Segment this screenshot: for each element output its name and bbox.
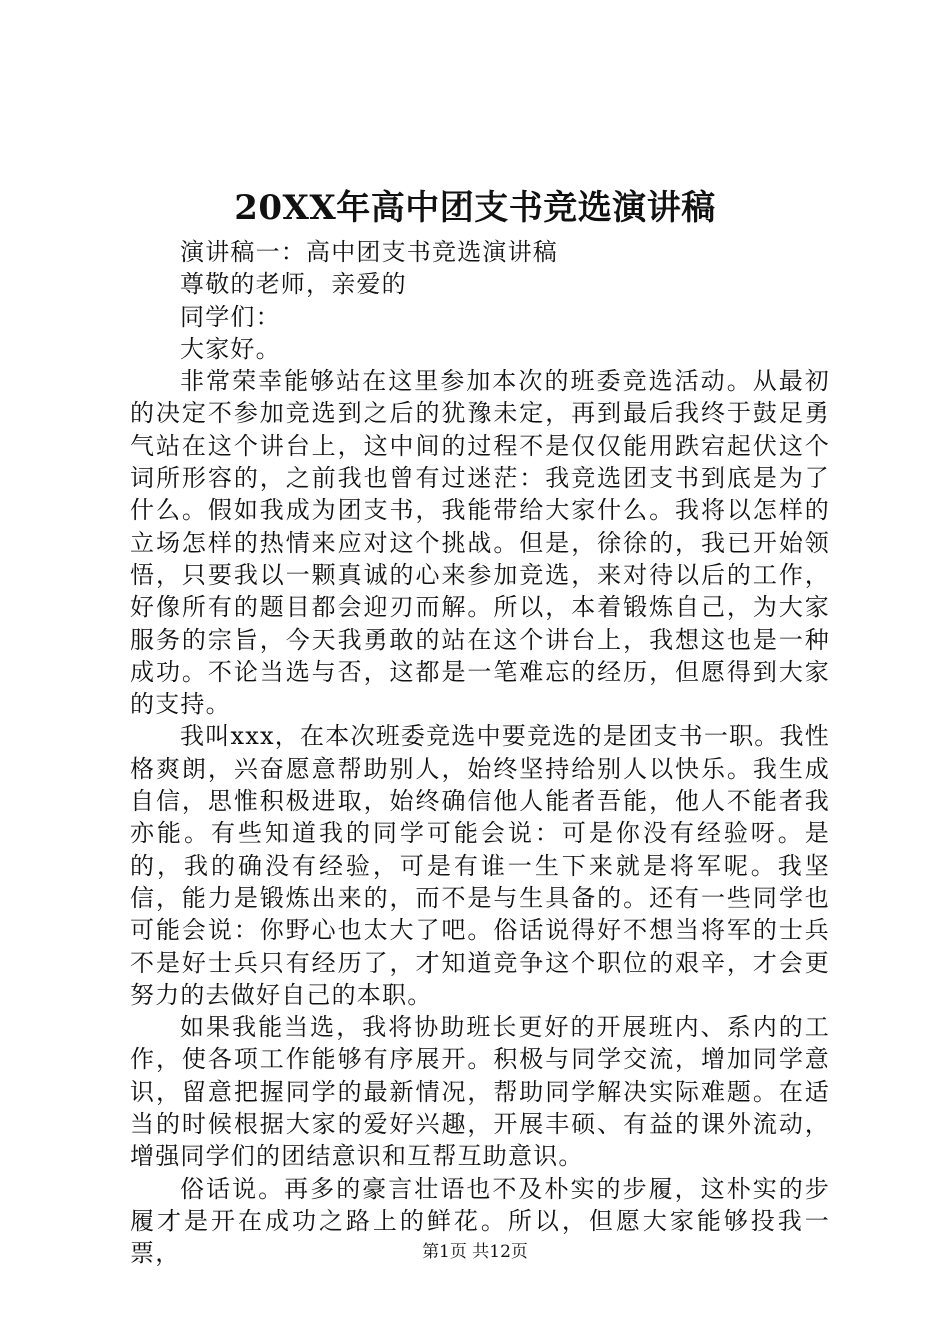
paragraph-self-introduction: 我叫xxx，在本次班委竞选中要竞选的是团支书一职。我性格爽朗，兴奋愿意帮助别人，始终坚持给别人以快乐。我生成自信，思惟积极进取，始终确信他人能者吾能，他人不能者我亦能。有些知道我的同学可能会说：可是你没有经验呀。是的，我的确没有经验，可是有谁一生下来就是将军呢。我坚信，能力是锻炼出来的，而不是与生具备的。还有一些同学也可能会说：你野心也太大了吧。俗话说得好不想当将军的士兵不是好士兵只有经历了，才知道竞争这个职位的艰辛，才会更努力的去做好自己的本职。 <box>130 722 830 1009</box>
paragraph-intro: 非常荣幸能够站在这里参加本次的班委竞选活动。从最初的决定不参加竞选到之后的犹豫未定，再到最后我终于鼓足勇气站在这个讲台上，这中间的过程不是仅仅能用跌宕起伏这个词所形容的，之前我也曾有过迷茫：我竞选团支书到底是为了什么。假如我成为团支书，我能带给大家什么。我将以怎样的立场怎样的热情来应对这个挑战。但是，徐徐的，我已开始领悟，只要我以一颗真诚的心来参加竞选，来对待以后的工作，好像所有的题目都会迎刃而解。所以，本着锻炼自己，为大家服务的宗旨，今天我勇敢的站在这个讲台上，我想这也是一种成功。不论当选与否，这都是一笔难忘的经历，但愿得到大家的支持。 <box>130 367 830 719</box>
paragraph-greeting: 大家好。 <box>180 334 281 363</box>
document-body <box>130 236 830 1270</box>
paragraph-plans: 如果我能当选，我将协助班长更好的开展班内、系内的工作，使各项工作能够有序展开。积极与同学交流，增加同学意识，留意把握同学的最新情况，帮助同学解决实际难题。在适当的时候根据大家的爱好兴趣，开展丰硕、有益的课外流动，增强同学们的团结意识和互帮互助意识。 <box>130 1013 830 1171</box>
paragraph-closing: 俗话说。再多的豪言壮语也不及朴实的步履，这朴实的步履才是开在成功之路上的鲜花。所以，但愿大家能够投我一票， <box>130 1174 830 1268</box>
paragraph-salutation-cont: 同学们： <box>180 302 281 331</box>
document-title: 20XX年高中团支书竞选演讲稿 <box>234 188 716 228</box>
paragraph-salutation: 尊敬的老师，亲爱的 <box>180 270 407 299</box>
page-footer: 第1页 共12页 <box>422 1242 528 1262</box>
paragraph-heading: 演讲稿一：高中团支书竞选演讲稿 <box>180 238 558 266</box>
